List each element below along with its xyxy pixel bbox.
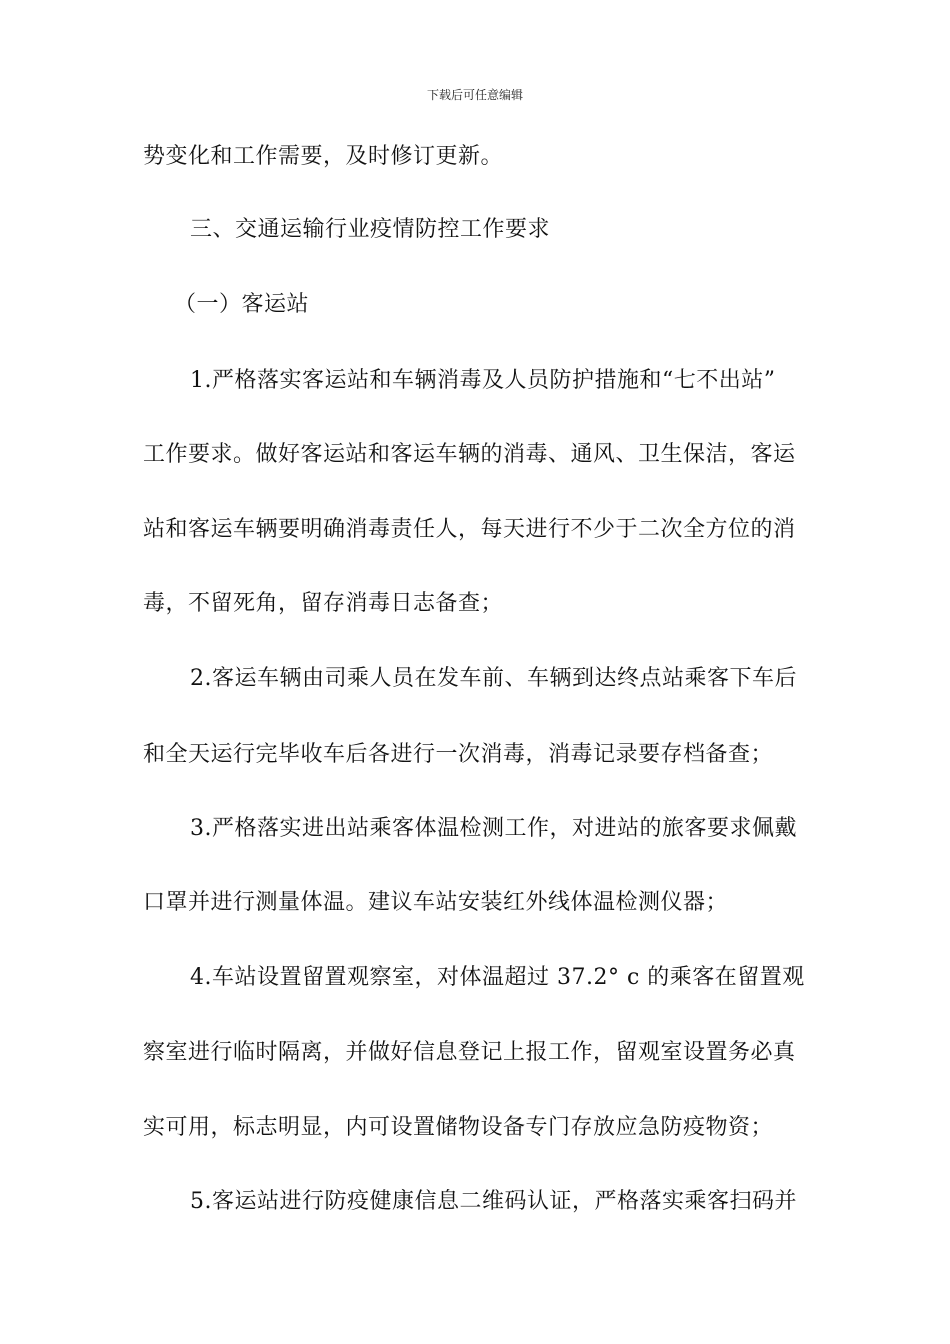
section-heading: 三、交通运输行业疫情防控工作要求 <box>190 217 551 242</box>
text-line: 察室进行临时隔离，并做好信息登记上报工作，留观室设置务必真 <box>143 1040 796 1065</box>
text-line: 站和客运车辆要明确消毒责任人，每天进行不少于二次全方位的消 <box>143 517 796 542</box>
text-line: 工作要求。做好客运站和客运车辆的消毒、通风、卫生保洁，客运 <box>143 442 796 467</box>
text-line: 5.客运站进行防疫健康信息二维码认证，严格落实乘客扫码并 <box>190 1189 797 1214</box>
text-line: 口罩并进行测量体温。建议车站安装红外线体温检测仪器； <box>143 890 729 915</box>
text-line: 1.严格落实客运站和车辆消毒及人员防护措施和“七不出站” <box>190 368 776 393</box>
text-line: 4.车站设置留置观察室，对体温超过 37.2° c 的乘客在留置观 <box>190 965 805 990</box>
page-header: 下载后可任意编辑 <box>426 88 523 102</box>
subsection-heading: （一）客运站 <box>174 292 310 317</box>
text-line: 3.严格落实进出站乘客体温检测工作，对进站的旅客要求佩戴 <box>190 816 797 841</box>
text-line: 势变化和工作需要，及时修订更新。 <box>143 144 504 169</box>
text-line: 2.客运车辆由司乘人员在发车前、车辆到达终点站乘客下车后 <box>190 666 797 691</box>
text-line: 实可用，标志明显，内可设置储物设备专门存放应急防疫物资； <box>143 1115 774 1140</box>
text-line: 和全天运行完毕收车后各进行一次消毒，消毒记录要存档备查； <box>143 742 774 767</box>
text-line: 毒，不留死角，留存消毒日志备查； <box>143 591 504 616</box>
